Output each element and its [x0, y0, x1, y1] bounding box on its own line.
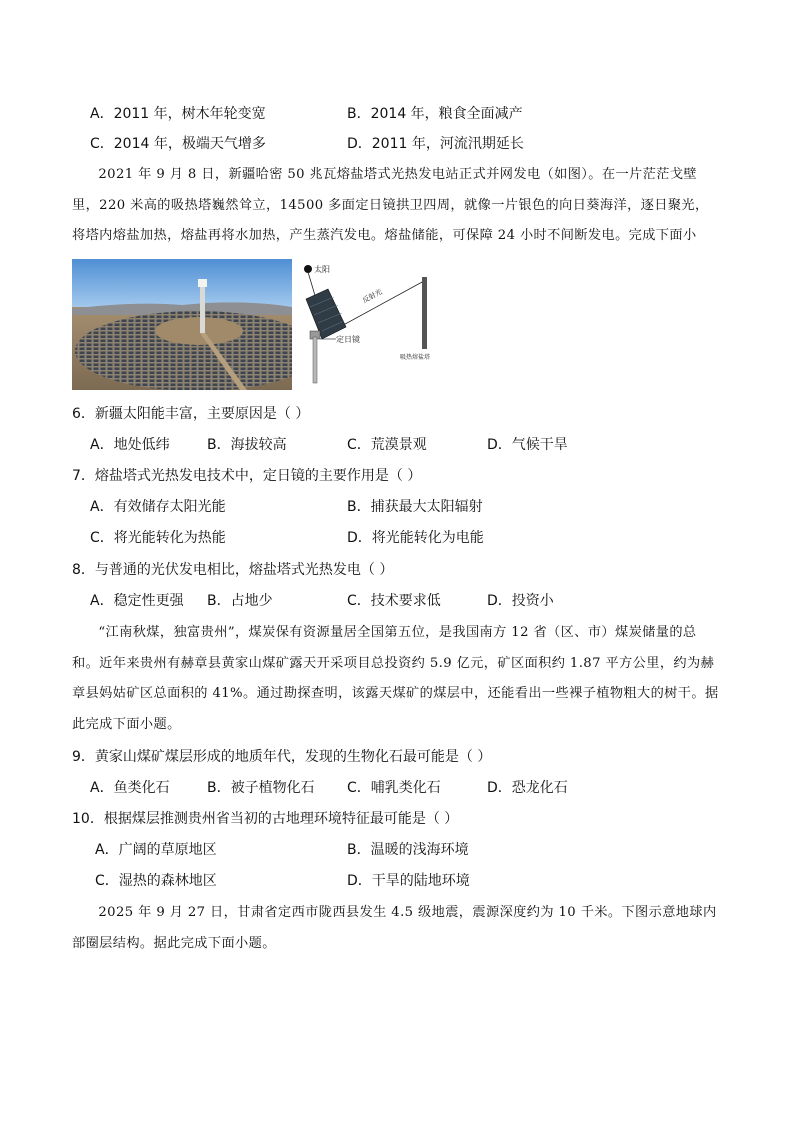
- q10-option-c: C．湿热的森林地区: [95, 873, 217, 889]
- q7-option-a: A．有效储存太阳光能: [90, 499, 226, 515]
- q10-option-d: D．干旱的陆地环境: [347, 873, 470, 889]
- heliostat-post: [313, 337, 317, 383]
- q10-stem: 10．根据煤层推测贵州省当初的古地理环境特征最可能是（ ）: [72, 811, 459, 827]
- q8-stem: 8．与普通的光伏发电相比，熔盐塔式光热发电（ ）: [72, 562, 394, 578]
- heliostat-diagram: [296, 259, 462, 390]
- q10-option-b: B．温暖的浅海环境: [347, 842, 469, 858]
- q5-option-b: B．2014 年，粮食全面减产: [347, 106, 523, 122]
- q9-stem: 9．黄家山煤矿煤层形成的地质年代，发现的生物化石最可能是（ ）: [72, 749, 492, 765]
- q5-option-c: C．2014 年，极端天气增多: [90, 136, 266, 152]
- q9-option-d: D．恐龙化石: [487, 780, 568, 796]
- q5-option-d: D．2011 年，河流汛期延长: [347, 136, 524, 152]
- q6-option-d: D．气候干旱: [487, 437, 568, 453]
- q10-option-a: A．广阔的草原地区: [95, 842, 217, 858]
- passage-solar-plant: 2021 年 9 月 8 日，新疆哈密 50 兆瓦熔盐塔式光热发电站正式并网发电（如图）。在一片茫茫戈壁里，220 米高的吸热塔巍然耸立，14500 多面定日镜拱卫四周，就像一片银色的向日葵海洋，逐日聚光，将塔内熔盐加热，熔盐再将水加热，产生蒸汽发电。熔盐储能，可保障 24 小时不间断发电。完成下面小: [72, 167, 709, 243]
- label-reflected-light: 反射光: [361, 287, 384, 305]
- q5-option-a: A．2011 年，树木年轮变宽: [90, 106, 266, 122]
- solar-plant-photo: [72, 259, 292, 390]
- q8-option-b: B．占地少: [207, 593, 273, 609]
- q9-option-b: B．被子植物化石: [207, 780, 315, 796]
- q8-option-c: C．技术要求低: [347, 593, 441, 609]
- tower-shape: [422, 277, 427, 349]
- q9-option-c: C．哺乳类化石: [347, 780, 441, 796]
- q7-option-b: B．捕获最大太阳辐射: [347, 499, 483, 515]
- label-sun: 太阳: [314, 265, 330, 274]
- label-tower: 吸热熔盐塔: [400, 354, 431, 361]
- sun-icon: [304, 265, 312, 273]
- q9-option-a: A．鱼类化石: [90, 780, 170, 796]
- label-heliostat: 定日镜: [336, 335, 360, 344]
- q7-stem: 7．熔盐塔式光热发电技术中，定日镜的主要作用是（ ）: [72, 468, 422, 484]
- q8-option-d: D．投资小: [487, 593, 554, 609]
- q6-option-a: A．地处低纬: [90, 437, 170, 453]
- q6-stem: 6．新疆太阳能丰富，主要原因是（ ）: [72, 406, 310, 422]
- q6-option-c: C．荒漠景观: [347, 437, 427, 453]
- q7-option-d: D．将光能转化为电能: [347, 530, 484, 546]
- q8-option-a: A．稳定性更强: [90, 593, 184, 609]
- passage-earthquake: 2025 年 9 月 27 日，甘肃省定西市陇西县发生 4.5 级地震，震源深度约为 10 千米。下图示意地球内部圈层结构。据此完成下面小题。: [72, 905, 717, 951]
- q7-option-c: C．将光能转化为热能: [90, 530, 226, 546]
- q6-option-b: B．海拔较高: [207, 437, 287, 453]
- passage-coal-mine: “江南秋煤，独富贵州”，煤炭保有资源量居全国第五位，是我国南方 12 省（区、市）煤炭储量的总和。近年来贵州有赫章县黄家山煤矿露天开采项目总投资约 5.9 亿元，矿区面积约 1.87 平方公里，约为赫章县妈姑矿区总面积的 41%。通过勘探查明，该露天煤矿的煤层中，还能看出一些裸子植物粗大的树干。据此完成下面小题。: [72, 625, 719, 732]
